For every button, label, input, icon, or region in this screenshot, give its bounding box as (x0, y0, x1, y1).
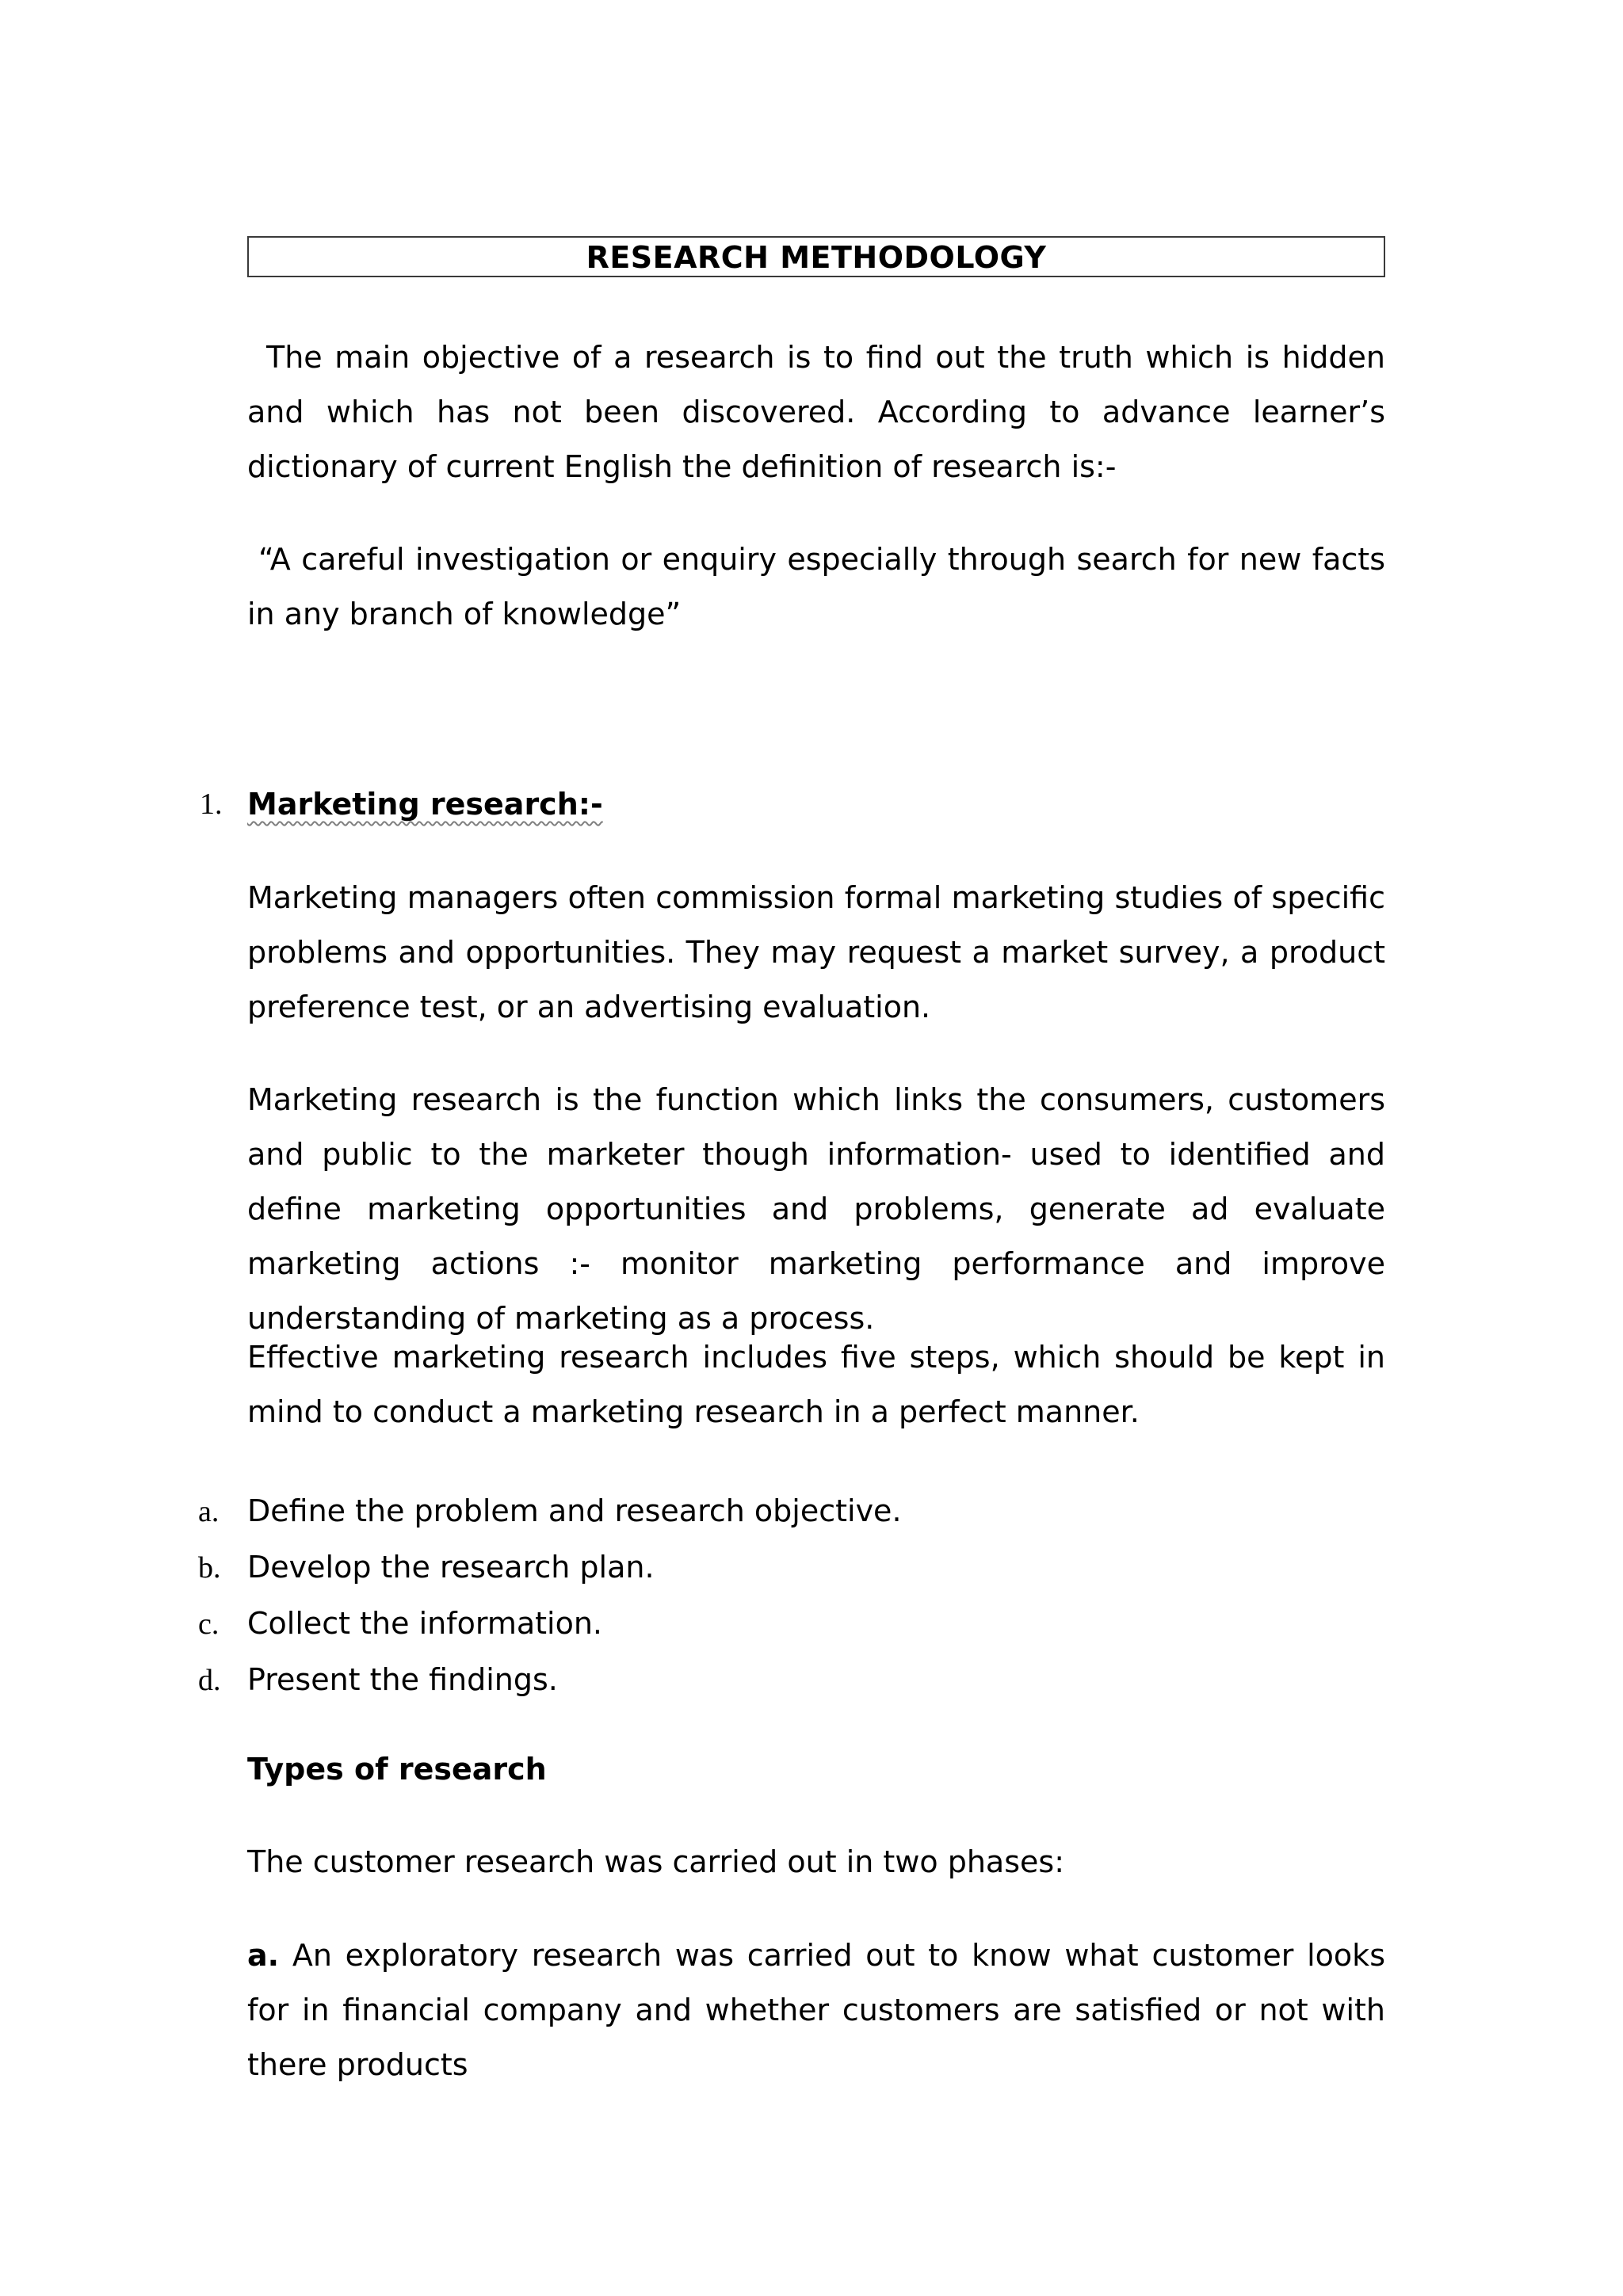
intro-paragraph: The main objective of a research is to find out the truth which is hidden and which has not been discovered. According to advance learner’s dictionary of current English the definition of research is:- (247, 340, 1385, 484)
marketing-paragraph-3: Effective marketing research includes five steps, which should be kept in mind to conduct a marketing research in a perfect manner. (247, 1340, 1385, 1429)
types-of-research-heading: Types of research (247, 1752, 547, 1787)
section-number: 1. (200, 788, 223, 821)
phase-a-marker: a. (247, 1938, 280, 1973)
list-marker: b. (198, 1551, 221, 1585)
list-text: Collect the information. (247, 1606, 602, 1641)
list-marker: a. (198, 1495, 220, 1528)
section-heading-text: Marketing research:- (247, 787, 603, 822)
phase-a-text: An exploratory research was carried out to know what customer looks for in financial company and whether customers are satisfied or not with there products (247, 1938, 1385, 2082)
definition-quote: “A careful investigation or enquiry especially through search for new facts in any branch of knowledge” (247, 542, 1385, 631)
list-marker: c. (198, 1608, 220, 1641)
list-text: Define the problem and research objective. (247, 1493, 902, 1528)
document-title: RESEARCH METHODOLOGY (247, 236, 1385, 277)
types-intro-paragraph: The customer research was carried out in two phases: (247, 1844, 1064, 1879)
list-item (198, 1543, 1387, 1592)
list-item (198, 1599, 1387, 1649)
list-text: Develop the research plan. (247, 1550, 655, 1585)
list-item (198, 1486, 1387, 1536)
list-text: Present the findings. (247, 1662, 558, 1697)
list-marker: d. (198, 1664, 221, 1697)
marketing-paragraph-2: Marketing research is the function which links the consumers, customers and public to the marketer though information- used to identified and define marketing opportunities and problems, generate ad evaluate marketing actions :- monitor marketing performance and improve understanding of marketing as a process. (247, 1082, 1385, 1336)
phase-a-paragraph (247, 1928, 1385, 2092)
marketing-paragraph-1: Marketing managers often commission formal marketing studies of specific problems and opportunities. They may request a market survey, a product preference test, or an advertising evaluation. (247, 880, 1385, 1024)
list-item (198, 1655, 1387, 1705)
section-heading-marketing-research (247, 777, 603, 832)
